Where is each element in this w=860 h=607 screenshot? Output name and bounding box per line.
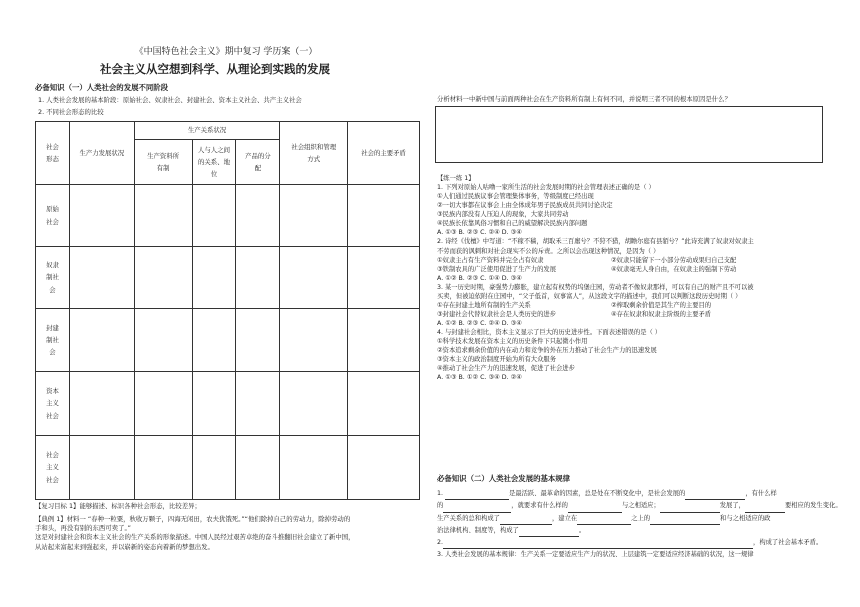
header-people-relations: 人与人之间 的关系、地 位 — [192, 140, 236, 185]
table-cell[interactable] — [348, 372, 420, 436]
table-cell[interactable] — [69, 436, 134, 500]
row-label-capitalist: 资本 主义 社会 — [36, 372, 70, 436]
options-q1: A. ①③ B. ②③ C. ②④ D. ③④ — [437, 229, 522, 237]
row-label-socialist: 社会 主义 社会 — [36, 436, 70, 500]
options-q4: A. ①③ B. ①② C. ③④ D. ②④ — [437, 374, 522, 382]
table-row — [36, 436, 420, 500]
table-cell[interactable] — [134, 436, 192, 500]
header-social-form: 社会 形态 — [36, 122, 70, 185]
header-production-relations: 生产关系状况 — [134, 122, 280, 140]
table-row — [36, 372, 420, 436]
header-distribution: 产品的分 配 — [236, 140, 280, 185]
table-row — [36, 247, 420, 309]
fill-blank[interactable] — [500, 517, 552, 525]
row-label-feudal: 封建 制社 会 — [36, 309, 70, 372]
table-row — [36, 185, 420, 247]
table-cell[interactable] — [280, 436, 348, 500]
fill-blank[interactable] — [519, 529, 579, 537]
table-cell[interactable] — [348, 309, 420, 372]
section1-title: 必备知识（一）人类社会的发展不同阶段 — [35, 83, 169, 92]
analysis-question: 分析材料一中新中国与前面两种社会在生产资料所有制上有何不同，并说明三者不同的根本原因是什么？ — [437, 95, 731, 103]
fill-blank[interactable] — [577, 517, 631, 525]
table-cell[interactable] — [236, 309, 280, 372]
fill-blank[interactable] — [443, 505, 511, 513]
table-cell[interactable] — [134, 185, 192, 247]
table-cell[interactable] — [69, 372, 134, 436]
laws-fill-in: 1. 是最活跃、最革命的因素，总是处在不断变化中，是社会发展的 ，有什么样 的 ，就要求有什么样的 与之相适应； 发展了， 要相应的发生变化。 生产关系的总和构成了 ，建立在 之上的 和与之相适应的政 治法律机构、制度等，构成了 。 2. ，构成了社会基本矛盾。 3. 人类社会发展的基本规律：生产关系一定要适应生产力的状况、上层建筑一定要适应经济基础的状况，这一规律 — [437, 490, 842, 559]
table-cell[interactable] — [280, 372, 348, 436]
society-comparison-table — [35, 121, 420, 500]
table-cell[interactable] — [280, 185, 348, 247]
table-cell[interactable] — [192, 247, 236, 309]
row-label-slavery: 奴隶 制社 会 — [36, 247, 70, 309]
table-cell[interactable] — [280, 247, 348, 309]
options-q3: A. ①② B. ②③ C. ②④ D. ③④ — [437, 320, 522, 327]
practice-title: 【练一练 1】 — [437, 175, 475, 182]
table-cell[interactable] — [236, 436, 280, 500]
fill-blank[interactable] — [685, 492, 745, 500]
review-goal: 【复习目标 1】能够描述、标识各种社会形态，比较差异； — [35, 502, 201, 510]
table-cell[interactable] — [134, 372, 192, 436]
header-main-contradiction: 社会的主要矛盾 — [348, 122, 420, 185]
table-cell[interactable] — [69, 247, 134, 309]
table-cell[interactable] — [348, 436, 420, 500]
table-cell[interactable] — [192, 372, 236, 436]
fill-blank[interactable] — [443, 541, 753, 549]
page-title: 社会主义从空想到科学、从理论到实践的发展 — [100, 62, 330, 76]
fill-blank[interactable] — [650, 517, 720, 525]
table-cell[interactable] — [69, 309, 134, 372]
table-cell[interactable] — [236, 247, 280, 309]
table-cell[interactable] — [280, 309, 348, 372]
table-cell[interactable] — [134, 247, 192, 309]
section2-title: 必备知识（二）人类社会发展的基本规律 — [437, 474, 571, 483]
header-ownership: 生产资料所 有制 — [134, 140, 192, 185]
table-cell[interactable] — [236, 185, 280, 247]
header-organization: 社会组织和管理 方式 — [280, 122, 348, 185]
header-productivity: 生产力发展状况 — [69, 122, 134, 185]
table-cell[interactable] — [192, 436, 236, 500]
answer-box[interactable] — [435, 106, 823, 163]
item-2: 2. 不同社会形态的比较 — [38, 108, 104, 116]
table-cell[interactable] — [348, 247, 420, 309]
practice-1: 【练一练 1】 1. 下列对原始人咕噜一家所生活的社会发展时期的社会管理表述正确的是（ ） ①人们通过民族议事会管理集体事务，等级制度已经出现 ②一切大事都在议事会上由全体成年男子民族成员共同讨论决定 ③民族内部没有人压迫人的现象，大家共同劳动 ④民族长依靠风俗习惯和自己的威望解决民族内部问题 A. ①③ B. ②③ C. ②④ D. ③④ 2. 诗经《伐檀》中写道：“不稼不穑，胡取禾三百廛兮？不狩不猎，胡瞻尔庭有县貊兮？”此诗充满了奴隶对奴隶主 不劳而获的讽刺和对社会现实不公的斥责。之所以会出现这种情况，是因为（ ） ①奴隶主占有生产资料并完全占有奴隶 ②奴隶只能留下一小部分劳动成果归自己支配 ③铁制农具的广泛使用促进了生产力的发展 ④奴隶毫无人身自由，在奴隶主的强制下劳动 A. ①② B. ②③ C. ①④ D. ③④ 3. 某一历史时期，豪强势力膨胀，建立起有权势的坞堡庄园，劳动者不像奴隶那样，可以有自己的财产且不可以被 买卖，但被迫依附在庄园中，“父子低首，奴事富人”，从这段文字的描述中，我们可以判断这段历史时期（ ） ①存在封建土地所有制的生产关系 ②榨取剩余价值是其生产的主要目的 ③封建社会代替奴隶社会是人类历史的进步 ④存在奴隶和奴隶主阶级的主要矛盾 A. ①② B. ②③ C. ②④ D. ③④ 4. 与封建社会相比，资本主义显示了巨大的历史进步性。下面表述错误的是（ ） ①科学技术发展在资本主义的历史条件下只起微小作用 ②资本追求剩余价值的内在动力和竞争的外在压力推动了社会生产力的迅速发展 ③资本主义的政治制度开始为所有大众服务 ④推动了社会生产力的迅速发展，促进了社会进步 A. ①③ B. ①② C. ③④ D. ②④ — [437, 175, 754, 382]
fill-blank[interactable] — [745, 505, 785, 513]
item-1: 1. 人类社会发展的基本阶段：原始社会、奴隶社会、封建社会、资本主义社会、共产主义社会 — [38, 96, 302, 104]
fill-blank[interactable] — [445, 492, 509, 500]
example-1: 【典例 1】材料一 “春种一粒粟，秋收万颗子，四海无闲田，农夫犹饿死。”“他们除掉自己的劳动力，除掉劳动的 手和头，再没有别的东西可卖了。” 这是对封建社会和资本主义社会的生产关系的形象描述。中国人民经过艰苦卓绝的奋斗推翻旧社会建立了新中国， 从站起来富起来到强起来，并以崭新的姿态向着新的梦想出发。 — [35, 515, 355, 551]
table-cell[interactable] — [348, 185, 420, 247]
table-cell[interactable] — [236, 372, 280, 436]
subtitle: 《中国特色社会主义》期中复习 学历案（一） — [134, 47, 318, 57]
table-cell[interactable] — [134, 309, 192, 372]
options-q2: A. ①② B. ②③ C. ①④ D. ③④ — [437, 274, 522, 282]
table-cell[interactable] — [192, 309, 236, 372]
fill-blank[interactable] — [568, 505, 622, 513]
row-label-primitive: 原始 社会 — [36, 185, 70, 247]
table-row — [36, 309, 420, 372]
table-cell[interactable] — [192, 185, 236, 247]
table-cell[interactable] — [69, 185, 134, 247]
fill-blank[interactable] — [660, 505, 720, 513]
